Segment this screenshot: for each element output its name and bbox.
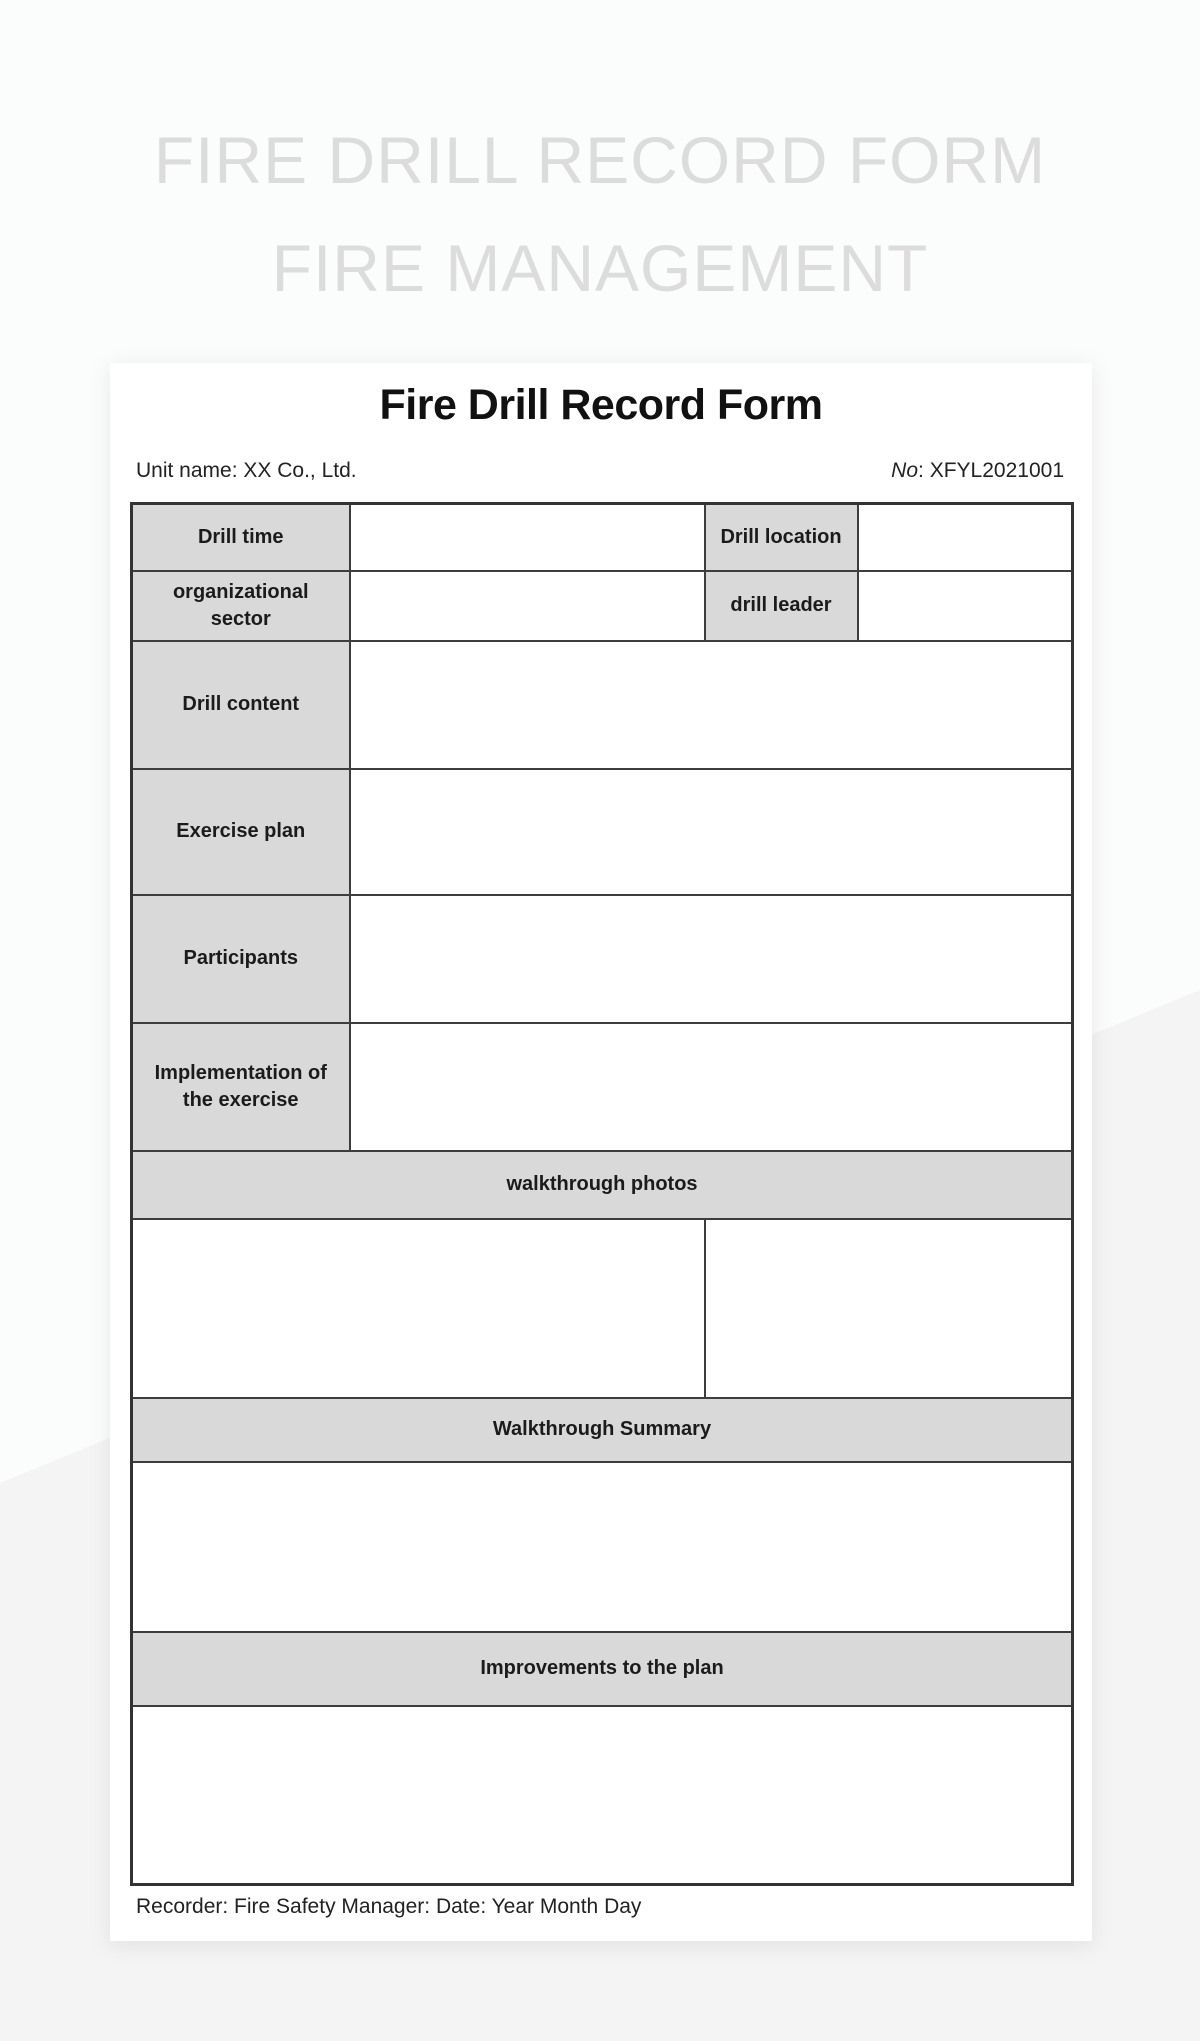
improvements-field[interactable] bbox=[132, 1706, 1073, 1885]
table-row bbox=[132, 1151, 1073, 1219]
drill-content-field[interactable] bbox=[350, 641, 1073, 769]
recorder-line: Recorder: Fire Safety Manager: Date: Year Month Day bbox=[136, 1895, 642, 1918]
photo-cell-left[interactable] bbox=[132, 1219, 705, 1398]
implementation-field[interactable] bbox=[350, 1023, 1073, 1151]
organizational-sector-field[interactable] bbox=[350, 571, 705, 641]
walkthrough-summary-field[interactable] bbox=[132, 1462, 1073, 1632]
drill-leader-label: drill leader bbox=[705, 571, 858, 641]
form-number bbox=[891, 459, 1064, 483]
table-row bbox=[132, 1023, 1073, 1151]
participants-label: Participants bbox=[132, 895, 350, 1023]
record-table bbox=[130, 502, 1074, 1886]
drill-location-label: Drill location bbox=[705, 504, 858, 571]
table-row bbox=[132, 1219, 1073, 1398]
table-row bbox=[132, 1632, 1073, 1706]
table-row bbox=[132, 1706, 1073, 1885]
form-number-colon: : bbox=[918, 459, 924, 482]
table-row bbox=[132, 571, 1073, 641]
form-card bbox=[110, 363, 1092, 1941]
photo-cell-right[interactable] bbox=[705, 1219, 1073, 1398]
exercise-plan-field[interactable] bbox=[350, 769, 1073, 895]
form-title: Fire Drill Record Form bbox=[379, 381, 823, 429]
participants-field[interactable] bbox=[350, 895, 1073, 1023]
form-meta-row bbox=[136, 459, 1064, 483]
drill-time-label: Drill time bbox=[132, 504, 350, 571]
walkthrough-summary-header: Walkthrough Summary bbox=[132, 1398, 1073, 1462]
exercise-plan-label: Exercise plan bbox=[132, 769, 350, 895]
organizational-sector-label: organizational sector bbox=[132, 571, 350, 641]
form-number-value: XFYL2021001 bbox=[929, 459, 1064, 482]
table-row bbox=[132, 1462, 1073, 1632]
drill-location-field[interactable] bbox=[858, 504, 1073, 571]
drill-leader-field[interactable] bbox=[858, 571, 1073, 641]
watermark-line-1: FIRE DRILL RECORD FORM bbox=[153, 123, 1047, 197]
watermark-line-2: FIRE MANAGEMENT bbox=[271, 231, 929, 305]
improvements-header: Improvements to the plan bbox=[132, 1632, 1073, 1706]
implementation-label: Implementation of the exercise bbox=[132, 1023, 350, 1151]
unit-name-text: Unit name: XX Co., Ltd. bbox=[136, 459, 357, 482]
table-row bbox=[132, 895, 1073, 1023]
drill-time-field[interactable] bbox=[350, 504, 705, 571]
drill-content-label: Drill content bbox=[132, 641, 350, 769]
table-row bbox=[132, 641, 1073, 769]
table-row bbox=[132, 769, 1073, 895]
walkthrough-photos-header: walkthrough photos bbox=[132, 1151, 1073, 1219]
table-row bbox=[132, 1398, 1073, 1462]
table-row bbox=[132, 504, 1073, 571]
form-number-label: No bbox=[891, 459, 919, 482]
